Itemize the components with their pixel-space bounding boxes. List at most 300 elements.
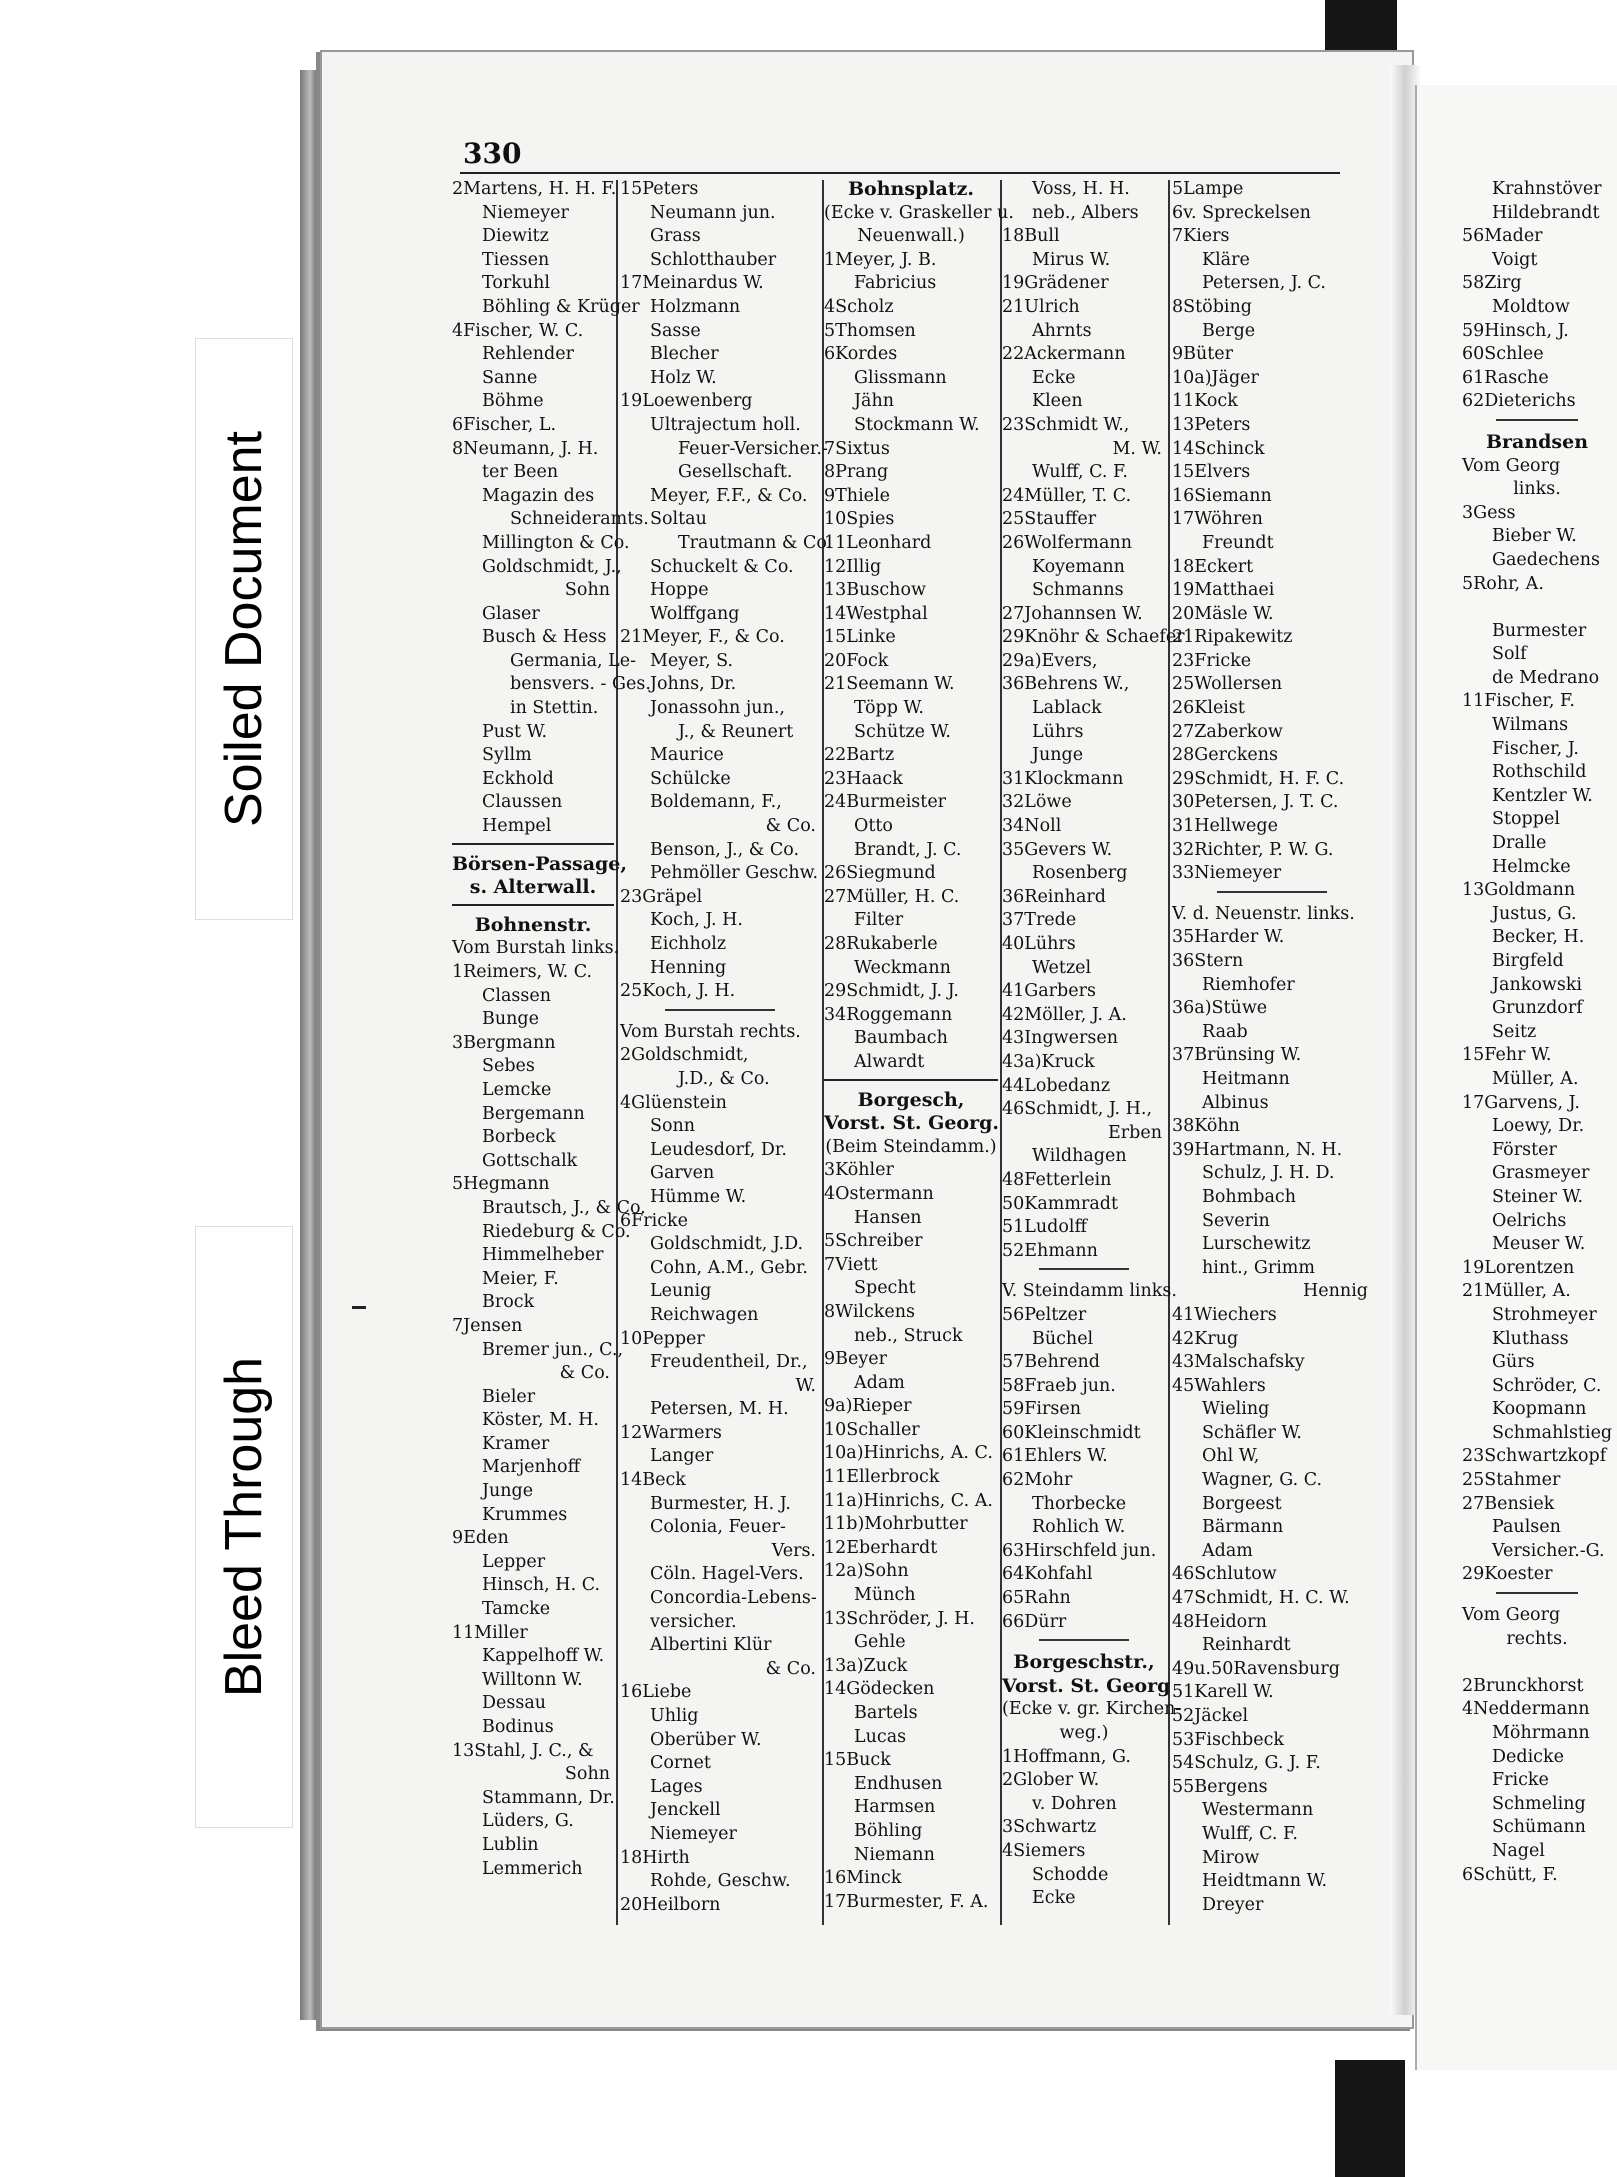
directory-entry: 27Bensiek: [1462, 1493, 1555, 1514]
directory-entry: Kappelhoff W.: [482, 1646, 605, 1667]
directory-entry: 9Eden: [452, 1528, 509, 1549]
directory-entry: 9Thiele: [824, 485, 890, 506]
directory-entry: Koyemann: [1032, 556, 1125, 577]
directory-entry: Schlotthauber: [650, 249, 777, 270]
directory-entry: 9Beyer: [824, 1349, 887, 1370]
directory-entry: Dedicke: [1492, 1746, 1564, 1767]
directory-entry: 38Köhn: [1172, 1116, 1240, 1137]
directory-entry: Dreyer: [1202, 1894, 1264, 1915]
directory-entry: 20Mäsle W.: [1172, 603, 1274, 624]
directory-entry: 48Heidorn: [1172, 1611, 1267, 1632]
directory-entry: 50Kammradt: [1002, 1193, 1118, 1214]
directory-entry: 11b)Mohrbutter: [824, 1514, 968, 1535]
directory-entry: 2Glober W.: [1002, 1770, 1100, 1791]
directory-entry: 30Petersen, J. T. C.: [1172, 792, 1339, 813]
directory-entry: 13Goldmann: [1462, 880, 1576, 901]
directory-entry: Grass: [650, 226, 701, 247]
directory-entry: & Co.: [765, 1658, 816, 1679]
directory-entry: 27Müller, H. C.: [824, 886, 960, 907]
directory-entry: Moldtow: [1492, 296, 1570, 317]
directory-entry: Borgeest: [1202, 1493, 1282, 1514]
street-heading: Vorst. St. Georg: [1002, 1674, 1171, 1697]
directory-entry: Rosenberg: [1032, 863, 1128, 884]
column-divider: [1168, 180, 1170, 1925]
directory-entry: 66Dürr: [1002, 1611, 1067, 1632]
directory-entry: Lemcke: [482, 1079, 552, 1100]
directory-entry: 19Loewenberg: [620, 391, 753, 412]
directory-entry: Becker, H.: [1492, 927, 1585, 948]
directory-entry: Tamcke: [482, 1599, 551, 1620]
directory-entry: Ultrajectum holl.: [650, 414, 801, 435]
directory-entry: Hansen: [854, 1207, 922, 1228]
directory-entry: 19Matthaei: [1172, 580, 1275, 601]
directory-entry: 19Lorentzen: [1462, 1257, 1575, 1278]
directory-entry: Lemmerich: [482, 1858, 583, 1879]
directory-entry: 4Glüenstein: [620, 1092, 727, 1113]
directory-entry: 35Gevers W.: [1002, 839, 1113, 860]
directory-entry: 17Meinardus W.: [620, 273, 764, 294]
directory-entry: Bremer jun., C.,: [482, 1339, 624, 1360]
directory-entry: Lurschewitz: [1202, 1234, 1311, 1255]
directory-entry: Helmcke: [1492, 856, 1571, 877]
directory-entry: Reichwagen: [650, 1304, 759, 1325]
directory-entry: Rohlich W.: [1032, 1517, 1126, 1538]
directory-entry: Heitmann: [1202, 1068, 1290, 1089]
directory-entry: 3Schwartz: [1002, 1817, 1097, 1838]
directory-entry: Koch, J. H.: [650, 910, 743, 931]
directory-entry: 9a)Rieper: [824, 1396, 912, 1417]
directory-entry: Dessau: [482, 1693, 547, 1714]
directory-entry: 15Elvers: [1172, 462, 1251, 483]
directory-entry: Sohn: [564, 580, 610, 601]
directory-entry: 17Burmester, F. A.: [824, 1891, 989, 1912]
directory-entry: Erben: [1108, 1122, 1162, 1143]
directory-entry: Leunig: [650, 1281, 712, 1302]
directory-entry: rechts.: [1506, 1628, 1568, 1649]
directory-entry: bensvers. - Ges.: [510, 674, 651, 695]
header-rule: [460, 172, 1340, 174]
directory-entry: J.D., & Co.: [678, 1068, 770, 1089]
directory-entry: Dralle: [1492, 833, 1547, 854]
directory-entry: Henning: [650, 957, 727, 978]
directory-entry: 32Löwe: [1002, 792, 1072, 813]
directory-entry: 16Minck: [824, 1868, 902, 1889]
directory-entry: Mirus W.: [1032, 249, 1111, 270]
directory-entry: Germania, Le-: [510, 650, 637, 671]
directory-entry: Jonassohn jun.,: [650, 698, 785, 719]
directory-entry: 41Wiechers: [1172, 1304, 1277, 1325]
directory-entry: Grunzdorf: [1492, 998, 1583, 1019]
directory-entry: Soltau: [650, 509, 707, 530]
directory-entry: Pehmöller Geschw.: [650, 863, 819, 884]
directory-entry: Fricke: [1492, 1770, 1549, 1791]
directory-entry: Niemann: [854, 1844, 935, 1865]
directory-entry: Rehlender: [482, 344, 574, 365]
directory-entry: Blecher: [650, 344, 719, 365]
directory-entry: Berge: [1202, 320, 1256, 341]
directory-entry: 7Sixtus: [824, 438, 890, 459]
directory-entry: Tiessen: [482, 249, 550, 270]
directory-entry: 4Neddermann: [1462, 1699, 1590, 1720]
directory-entry: Fischer, J.: [1492, 738, 1579, 759]
directory-entry: 15Linke: [824, 627, 896, 648]
directory-entry: Bartels: [854, 1703, 918, 1723]
directory-entry: 36Behrens W.,: [1002, 674, 1130, 695]
directory-entry: 15Buck: [824, 1750, 891, 1771]
directory-entry: Rohde, Geschw.: [650, 1871, 791, 1892]
directory-entry: Brock: [482, 1292, 535, 1313]
directory-entry: Hoppe: [650, 580, 709, 601]
directory-entry: Bieber W.: [1492, 526, 1577, 547]
directory-entry: Himmelheber: [482, 1245, 604, 1266]
directory-entry: Classen: [482, 985, 552, 1006]
directory-entry: Bohmbach: [1202, 1186, 1296, 1207]
directory-entry: 58Zirg: [1462, 273, 1522, 294]
directory-entry: 8Stöbing: [1172, 296, 1252, 317]
directory-entry: Hümme W.: [650, 1186, 747, 1207]
directory-entry: Lührs: [1032, 721, 1084, 742]
directory-entry: 21Müller, A.: [1462, 1281, 1571, 1302]
directory-entry: 5Thomsen: [824, 320, 916, 341]
directory-entry: 12Eberhardt: [824, 1537, 938, 1558]
directory-entry: Adam: [1202, 1540, 1253, 1561]
directory-entry: 52Jäckel: [1172, 1706, 1249, 1726]
directory-entry: 12Warmers: [620, 1422, 722, 1443]
directory-entry: Concordia-Lebens-: [650, 1588, 817, 1609]
directory-entry: Meier, F.: [482, 1268, 559, 1289]
directory-entry: Langer: [650, 1446, 714, 1467]
directory-entry: 15Fehr W.: [1462, 1045, 1552, 1066]
directory-entry: Meuser W.: [1492, 1234, 1586, 1255]
directory-entry: 26Siegmund: [824, 863, 936, 884]
directory-entry: Hempel: [482, 816, 552, 837]
directory-entry: Kluthass: [1492, 1328, 1569, 1349]
directory-entry: 34Noll: [1002, 816, 1062, 837]
directory-entry: 16Liebe: [620, 1682, 692, 1703]
directory-entry: 64Kohfahl: [1002, 1564, 1093, 1585]
bleed-through-text: Bleed Through: [215, 1356, 273, 1698]
section-rule: [1002, 1268, 1166, 1280]
directory-entry: neb., Struck: [854, 1325, 963, 1346]
directory-entry: Krummes: [482, 1504, 568, 1525]
directory-entry: Gesellschaft.: [678, 462, 793, 483]
directory-entry: 37Trede: [1002, 910, 1077, 931]
directory-entry: Petersen, M. H.: [650, 1399, 789, 1420]
directory-entry: 59Hinsch, J.: [1462, 320, 1569, 341]
directory-entry: Stockmann W.: [854, 414, 980, 435]
street-heading: Vorst. St. Georg.: [824, 1112, 1000, 1135]
directory-entry: 21Ulrich: [1002, 296, 1080, 317]
directory-entry: 61Ehlers W.: [1002, 1446, 1108, 1467]
directory-entry: 7Jensen: [452, 1315, 523, 1336]
directory-entry: 7Kiers: [1172, 226, 1230, 247]
directory-entry: Pust W.: [482, 721, 548, 742]
directory-entry: Cöln. Hagel-Vers.: [650, 1564, 804, 1585]
directory-entry: Voss, H. H.: [1032, 179, 1130, 199]
directory-entry: 56Mader: [1462, 226, 1543, 247]
directory-entry: Schütze W.: [854, 721, 951, 742]
directory-entry: Wulff, C. F.: [1202, 1823, 1298, 1844]
directory-entry: (Ecke v. gr. Kirchen-: [1002, 1699, 1182, 1720]
directory-entry: Bieler: [482, 1386, 536, 1407]
directory-entry: 57Behrend: [1002, 1352, 1100, 1373]
directory-entry: Stammann, Dr.: [482, 1787, 615, 1808]
directory-entry: Albinus: [1202, 1092, 1269, 1113]
page-number: 330: [463, 137, 522, 170]
directory-entry: Wulff, C. F.: [1032, 462, 1128, 483]
directory-entry: Schmahlstieg: [1492, 1422, 1613, 1443]
directory-entry: 17Wöhren: [1172, 509, 1263, 530]
directory-entry: Westermann: [1202, 1800, 1314, 1821]
directory-entry: Kramer: [482, 1433, 550, 1454]
directory-entry: 22Bartz: [824, 745, 895, 766]
street-heading: Brandsen: [1485, 430, 1589, 453]
directory-entry: Vers.: [771, 1540, 816, 1561]
directory-entry: Hennig: [1303, 1281, 1368, 1302]
directory-entry: Torkuhl: [482, 273, 550, 294]
directory-entry: 19Grädener: [1002, 273, 1109, 294]
directory-entry: 43Malschafsky: [1172, 1352, 1305, 1373]
directory-entry: Kleen: [1032, 391, 1083, 412]
directory-entry: 15Peters: [620, 179, 699, 199]
directory-entry: 43Ingwersen: [1002, 1028, 1118, 1049]
directory-entry: Schulz, J. H. D.: [1202, 1163, 1335, 1184]
directory-entry: Boldemann, F.,: [650, 792, 782, 813]
directory-entry: 1Reimers, W. C.: [452, 962, 593, 982]
directory-entry: 12Illig: [824, 556, 882, 577]
directory-entry: 51Karell W.: [1172, 1682, 1274, 1703]
directory-entry: 2Goldschmidt,: [620, 1045, 749, 1066]
directory-entry: 36Reinhard: [1002, 886, 1106, 907]
directory-entry: 63Hirschfeld jun.: [1002, 1540, 1157, 1561]
directory-entry: 10Spies: [824, 509, 895, 530]
directory-entry: 25Koch, J. H.: [620, 981, 736, 1002]
directory-entry: Neuenwall.): [857, 226, 965, 247]
directory-entry: in Stettin.: [510, 698, 599, 719]
directory-entry: Harmsen: [854, 1797, 936, 1818]
directory-entry: 13Peters: [1172, 414, 1251, 435]
directory-column-3: [824, 178, 1014, 1914]
directory-entry: Reinhardt: [1202, 1635, 1291, 1656]
directory-entry: de Medrano: [1492, 667, 1600, 688]
directory-entry: Böhling & Krüger: [482, 296, 640, 317]
directory-entry: 41Garbers: [1002, 981, 1096, 1002]
directory-column-1: [452, 178, 651, 1881]
directory-entry: 17Garvens, J.: [1462, 1092, 1580, 1113]
directory-entry: 43a)Kruck: [1002, 1051, 1095, 1072]
directory-entry: Wetzel: [1032, 957, 1092, 978]
directory-entry: 53Fischbeck: [1172, 1729, 1285, 1750]
directory-entry: Meyer, F.F., & Co.: [650, 485, 808, 506]
directory-entry: Eckhold: [482, 768, 554, 789]
directory-entry: Johns, Dr.: [650, 674, 737, 695]
directory-entry: 20Heilborn: [620, 1894, 721, 1915]
directory-entry: 59Firsen: [1002, 1399, 1081, 1420]
directory-entry: Jankowski: [1492, 974, 1583, 995]
directory-entry: M. W.: [1112, 438, 1162, 459]
directory-entry: 8Neumann, J. H.: [452, 438, 599, 459]
directory-entry: 61Rasche: [1462, 367, 1549, 388]
directory-entry: Krahnstöver: [1492, 179, 1602, 199]
directory-entry: 23Schmidt W.,: [1002, 414, 1130, 435]
directory-entry: Claussen: [482, 792, 563, 813]
directory-entry: 46Schlutow: [1172, 1564, 1277, 1585]
directory-entry: Ecke: [1032, 367, 1076, 388]
directory-column-4: [1002, 178, 1185, 1911]
directory-entry: Albertini Klür: [650, 1635, 772, 1656]
directory-entry: Schuckelt & Co.: [650, 556, 794, 577]
directory-entry: 18Bull: [1002, 226, 1060, 247]
directory-entry: Schodde: [1032, 1864, 1109, 1885]
directory-entry: 11Leonhard: [824, 532, 932, 553]
directory-entry: Uhlig: [650, 1706, 699, 1726]
directory-entry: W.: [795, 1375, 816, 1396]
directory-entry: 10a)Hinrichs, A. C.: [824, 1443, 993, 1464]
soiled-document-label: [195, 338, 293, 920]
directory-entry: 42Möller, J. A.: [1002, 1004, 1127, 1025]
directory-entry: 27Zaberkow: [1172, 721, 1283, 742]
directory-entry: Holz W.: [650, 367, 717, 388]
directory-entry: Raab: [1202, 1021, 1248, 1042]
directory-entry: 5Hegmann: [452, 1174, 550, 1195]
section-rule: [1462, 419, 1612, 431]
directory-entry: 7Viett: [824, 1254, 878, 1275]
directory-entry: Niemeyer: [482, 202, 569, 223]
directory-entry: 35Harder W.: [1172, 927, 1285, 948]
section-rule: [620, 1009, 820, 1021]
directory-entry: Gehle: [854, 1632, 906, 1653]
directory-entry: 23Gräpel: [620, 886, 703, 907]
directory-entry: Goldschmidt, J.,: [482, 556, 622, 577]
directory-entry: 18Eckert: [1172, 556, 1254, 577]
directory-entry: 60Kleinschmidt: [1002, 1422, 1141, 1443]
directory-entry: 9Büter: [1172, 344, 1234, 365]
directory-entry: 28Gerckens: [1172, 745, 1278, 766]
directory-entry: 13Stahl, J. C., &: [452, 1740, 594, 1761]
directory-entry: 23Haack: [824, 768, 903, 789]
directory-entry: 3Bergmann: [452, 1032, 556, 1053]
directory-entry: [1462, 1651, 1612, 1675]
directory-entry: Burmester, H. J.: [650, 1493, 791, 1514]
directory-entry: 11Fischer, F.: [1462, 691, 1575, 712]
directory-entry: Versicher.-G.: [1492, 1540, 1605, 1561]
street-heading: s. Alterwall.: [469, 876, 597, 899]
directory-entry: Schmeling: [1492, 1793, 1586, 1814]
directory-entry: 22Ackermann: [1002, 344, 1126, 365]
directory-entry: 32Richter, P. W. G.: [1172, 839, 1334, 860]
directory-entry: Adam: [854, 1372, 905, 1393]
directory-entry: Möhrmann: [1492, 1723, 1590, 1743]
section-rule: [1462, 1592, 1612, 1604]
directory-entry: 60Schlee: [1462, 344, 1544, 365]
directory-entry: Förster: [1492, 1139, 1557, 1160]
directory-entry: Sasse: [650, 320, 701, 341]
directory-entry: Cornet: [650, 1753, 711, 1774]
directory-entry: Oberüber W.: [650, 1729, 762, 1750]
directory-entry: 29Koester: [1462, 1564, 1553, 1585]
street-heading: Bohnenstr.: [474, 913, 592, 936]
directory-entry: Nagel: [1492, 1840, 1545, 1861]
directory-entry: Schneideramts.: [510, 509, 649, 530]
directory-entry: 11Miller: [452, 1622, 528, 1643]
directory-entry: 14Westphal: [824, 603, 928, 624]
directory-entry: Glaser: [482, 603, 540, 624]
street-heading: Börsen-Passage,: [452, 852, 628, 875]
directory-entry: 40Lührs: [1002, 934, 1076, 954]
directory-entry: 31Hellwege: [1172, 816, 1278, 837]
directory-entry: 65Rahn: [1002, 1588, 1071, 1609]
directory-entry: Specht: [854, 1278, 916, 1299]
directory-entry: 16Siemann: [1172, 485, 1272, 506]
directory-entry: 10a)Jäger: [1172, 367, 1259, 388]
directory-entry: 21Meyer, F., & Co.: [620, 627, 785, 648]
directory-entry: 45Wahlers: [1172, 1375, 1266, 1396]
directory-entry: 13Schröder, J. H.: [824, 1608, 975, 1629]
directory-entry: Riedeburg & Co.: [482, 1221, 631, 1242]
directory-entry: Schümann: [1492, 1817, 1586, 1838]
directory-entry: Freundt: [1202, 532, 1274, 553]
directory-entry: Syllm: [482, 745, 532, 766]
directory-entry: 42Krug: [1172, 1328, 1239, 1349]
directory-entry: Junge: [1032, 745, 1084, 766]
directory-entry: 12a)Sohn: [824, 1561, 909, 1582]
directory-entry: Willtonn W.: [482, 1669, 583, 1690]
directory-entry: Lucas: [854, 1726, 907, 1747]
directory-entry: Benson, J., & Co.: [650, 839, 800, 860]
directory-entry: 3Köhler: [824, 1160, 894, 1181]
street-heading: Bohnsplatz.: [847, 178, 975, 200]
section-rule: [824, 1079, 998, 1089]
directory-entry: 49u.50Ravensburg: [1172, 1658, 1340, 1679]
directory-entry: Neumann jun.: [650, 202, 776, 223]
directory-entry: Meyer, S.: [650, 650, 734, 671]
directory-entry: Feuer-Versicher.-: [678, 438, 828, 459]
directory-entry: 24Burmeister: [824, 792, 947, 813]
directory-entry: 29a)Evers,: [1002, 650, 1098, 671]
directory-entry: Oelrichs: [1492, 1210, 1567, 1231]
directory-entry: versicher.: [650, 1611, 737, 1632]
directory-entry: V. d. Neuenstr. links.: [1172, 903, 1355, 924]
directory-entry: Riemhofer: [1202, 974, 1295, 995]
directory-entry: Maurice: [650, 745, 724, 766]
directory-entry: 6v. Spreckelsen: [1172, 202, 1311, 223]
directory-entry: 13Buschow: [824, 580, 926, 601]
directory-entry: Wilmans: [1492, 715, 1569, 736]
directory-entry: 21Seemann W.: [824, 674, 955, 695]
directory-entry: Vom Burstah rechts.: [620, 1021, 801, 1042]
directory-entry: 5Schreiber: [824, 1231, 923, 1252]
directory-entry: Magazin des: [482, 485, 595, 506]
directory-entry: 62Dieterichs: [1462, 391, 1576, 412]
directory-entry: Rothschild: [1492, 762, 1587, 783]
directory-entry: Leudesdorf, Dr.: [650, 1139, 787, 1160]
directory-entry: Busch & Hess: [482, 627, 607, 648]
bleed-through-label: [195, 1226, 293, 1828]
directory-entry: Solf: [1492, 644, 1527, 665]
directory-entry: 8Wilckens: [824, 1301, 916, 1322]
directory-entry: 11a)Hinrichs, C. A.: [824, 1490, 993, 1511]
directory-entry: 25Wollersen: [1172, 674, 1283, 695]
directory-entry: 14Gödecken: [824, 1679, 935, 1700]
directory-entry: J., & Reunert: [678, 721, 794, 742]
directory-entry: Töpp W.: [854, 698, 924, 719]
directory-entry: V. Steindamm links.: [1002, 1281, 1177, 1302]
directory-entry: 23Schwartzkopf: [1462, 1446, 1607, 1467]
directory-entry: Colonia, Feuer-: [650, 1517, 786, 1538]
directory-entry: Böhme: [482, 391, 544, 412]
directory-entry: Goldschmidt, J.D.: [650, 1234, 804, 1255]
directory-entry: 20Fock: [824, 650, 889, 671]
